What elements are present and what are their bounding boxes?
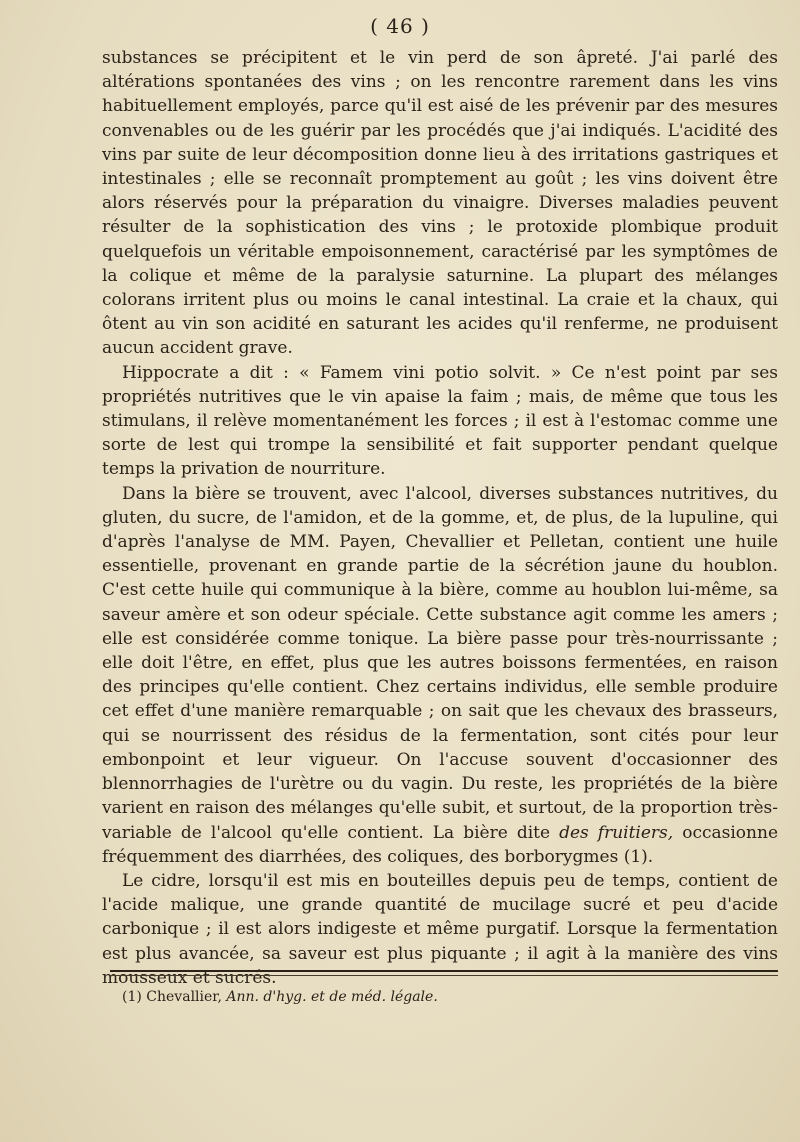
beer-text: Dans la bière se trouvent, avec l'alcool, diverses substances nutritives, du gluten, du sucre, de l'amidon, et de la gomme, et, de plus, de la lupuline, qui d'après l'analyse de MM. Payen, Chevallier et Pelletan, contient une huile essentielle, provenant en grande partie de la sécrétion jaune du houblon. C'est cette huile qui communique à la bière, comme au houblon lui-même, sa saveur amère et son odeur spéciale. Cette substance agit comme les amers ; elle est considérée comme tonique. La bière passe pour très-nourrissante ; elle doit l'être, en effet, plus que les autres boissons fermentées, en raison des principes qu'elle contient. Chez certains individus, elle semble produire cet effet d'une manière remarquable ; on sait que les chevaux des brasseurs, qui se nourrissent des résidus de la fermentation, sont cités pour leur embonpoint et leur vigueur. On l'accuse souvent d'occasionner des blennorrhagies de l'urètre ou du vagin. Du reste, les propriétés de la bière varient en raison des mélanges qu'elle subit, et surtout, de la proportion très-variable de l'alcool qu'elle contient. La bière dite (102, 483, 778, 843)
page-number: ( 46 ) (370, 14, 430, 38)
footnote-rule-thin (110, 975, 778, 976)
paragraph-hippocrate: Hippocrate a dit : « Famem vini potio solvit. » Ce n'est point par ses propriétés nutritives que le vin apaise la faim ; mais, de même que tous les stimulans, il relève momentanément les forces ; il est à l'estomac comme une sorte de lest qui trompe la sensibilité et fait supporter pendant quelque temps la privation de nourriture. (102, 362, 778, 480)
beer-italic-term: des fruitiers, (559, 822, 674, 843)
paragraph-wine-continued: substances se précipitent et le vin perd de son âpreté. J'ai parlé des altérations spontanées des vins ; on les rencontre rarement dans les vins habituellement employés, parce qu'il est aisé de les prévenir par des mesures convenables ou de les guérir par les procédés que j'ai indiqués. L'acidité des vins par suite de leur décomposition donne lieu à des irritations gastriques et intestinales ; elle se reconnaît promptement au goût ; les vins doivent être alors réservés pour la préparation du vinaigre. Diverses maladies peuvent résulter de la sophistication des vins ; le protoxide plombique produit quelquefois un véritable empoisonnement, caractérisé par les symptômes de la colique et même de la paralysie saturnine. La plupart des mélanges colorans irritent plus ou moins le canal intestinal. La craie et la chaux, qui ôtent au vin son acidité en saturant les acides qu'il renferme, ne produisent aucun accident grave. (102, 48, 778, 359)
footnote-rule (110, 970, 778, 972)
footnote-author: Chevallier, (146, 989, 222, 1005)
beer-text-tail: occasionne fréquemment des diarrhées, des coliques, des borborygmes (1). (102, 822, 779, 867)
paragraph-beer (102, 482, 778, 869)
footnote-title: Ann. d'hyg. (226, 989, 307, 1005)
footnote-marker: (1) (122, 989, 142, 1005)
footnote (122, 988, 762, 1006)
paragraph-cider: Le cidre, lorsqu'il est mis en bouteilles depuis peu de temps, contient de l'acide malique, une grande quantité de mucilage sucré et peu d'acide carbonique ; il est alors indigeste et même purgatif. Lorsque la fermentation est plus avancée, sa saveur est plus piquante ; il agit à la manière des vins mousseux et sucrés. (102, 870, 778, 988)
footnote-rest: et de méd. légale. (311, 989, 438, 1005)
body-text (102, 46, 778, 990)
